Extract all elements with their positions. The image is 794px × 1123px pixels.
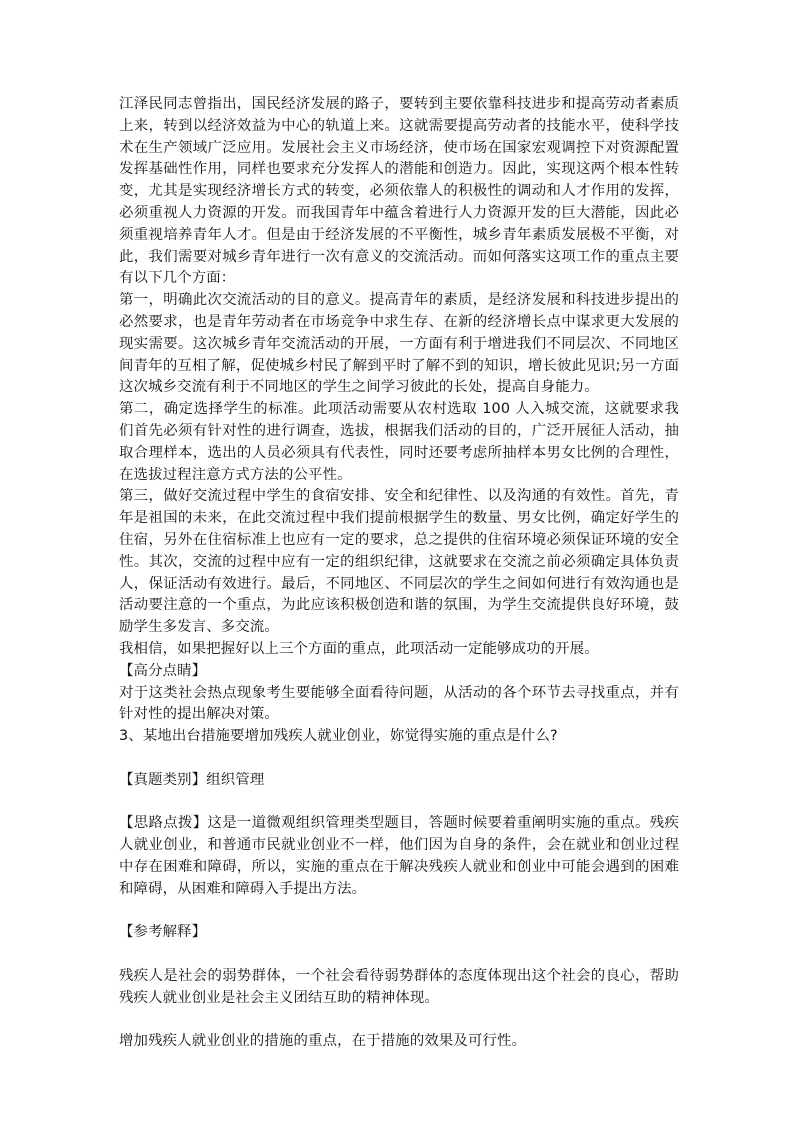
reference-paragraph-one: 残疾人是社会的弱势群体，一个社会看待弱势群体的态度体现出这个社会的良心，帮助残疾人就业创业是社会主义团结互助的精神体现。: [119, 967, 679, 1006]
point-two-paragraph: 第二，确定选择学生的标准。此项活动需要从农村选取 100 人入城交流，这就要求我们首先必须有针对性的进行调查，选拔，根据我们活动的目的，广泛开展征人活动，抽取合理样本，选出的人员必须具有代表性，同时还要考虑所抽样本男女比例的合理性，在选拔过程注意方式方法的公平性。: [119, 401, 679, 483]
point-three-paragraph: 第三，做好交流过程中学生的食宿安排、安全和纪律性、以及沟通的有效性。首先，青年是祖国的未来，在此交流过程中我们提前根据学生的数量、男女比例，确定好学生的住宿，另外在住宿标准上也应有一定的要求，总之提供的住宿环境必须保证环境的安全性。其次，交流的过程中应有一定的组织纪律，这就要求在交流之前必须确定具体负责人，保证活动有效进行。最后，不同地区、不同层次的学生之间如何进行有效沟通也是活动要注意的一个重点，为此应该积极创造和谐的氛围，为学生交流提供良好环境，鼓励学生多发言、多交流。: [119, 488, 679, 636]
reference-paragraph-two: 增加残疾人就业创业的措施的重点，在于措施的效果及可行性。: [119, 1033, 527, 1050]
highlight-paragraph: 对于这类社会热点现象考生要能够全面看待问题，从活动的各个环节去寻找重点，并有针对性的提出解决对策。: [119, 684, 679, 723]
conclusion-paragraph: 我相信，如果把握好以上三个方面的重点，此项活动一定能够成功的开展。: [119, 640, 599, 657]
highlight-heading: 【高分点睛】: [119, 662, 207, 679]
intro-paragraph: 江泽民同志曾指出，国民经济发展的路子，要转到主要依靠科技进步和提高劳动者素质上来，转到以经济效益为中心的轨道上来。这就需要提高劳动者的技能水平，使科学技术在生产领域广泛应用。发展社会主义市场经济，使市场在国家宏观调控下对资源配置发挥基础性作用，同样也要求充分发挥人的潜能和创造力。因此，实现这两个根本性转变，尤其是实现经济增长方式的转变，必须依靠人的积极性的调动和人才作用的发挥，必须重视人力资源的开发。而我国青年中蕴含着进行人力资源开发的巨大潜能，因此必须重视培养青年人才。但是由于经济发展的不平衡性，城乡青年素质发展极不平衡，对此，我们需要对城乡青年进行一次有意义的交流活动。而如何落实这项工作的重点主要有以下几个方面：: [119, 96, 679, 287]
reference-heading: 【参考解释】: [119, 924, 207, 941]
document-page: [119, 94, 679, 1053]
question-three: 3、某地出台措施要增加残疾人就业创业，妳觉得实施的重点是什么?: [119, 728, 558, 745]
thinking-hints-paragraph: 【思路点拨】这是一道微观组织管理类型题目，答题时候要着重阐明实施的重点。残疾人就业创业，和普通市民就业创业不一样，他们因为自身的条件，会在就业和创业过程中存在困难和障碍，所以，实施的重点在于解决残疾人就业和创业中可能会遇到的困难和障碍，从困难和障碍入手提出方法。: [119, 815, 679, 897]
question-category: 【真题类别】组织管理: [119, 771, 265, 788]
point-one-paragraph: 第一，明确此次交流活动的目的意义。提高青年的素质，是经济发展和科技进步提出的必然要求，也是青年劳动者在市场竞争中求生存、在新的经济增长点中谋求更大发展的现实需要。这次城乡青年交流活动的开展，一方面有利于增进我们不同层次、不同地区间青年的互相了解，促使城乡村民了解到平时了解不到的知识，增长彼此见识;另一方面这次城乡交流有利于不同地区的学生之间学习彼此的长处，提高自身能力。: [119, 292, 679, 396]
